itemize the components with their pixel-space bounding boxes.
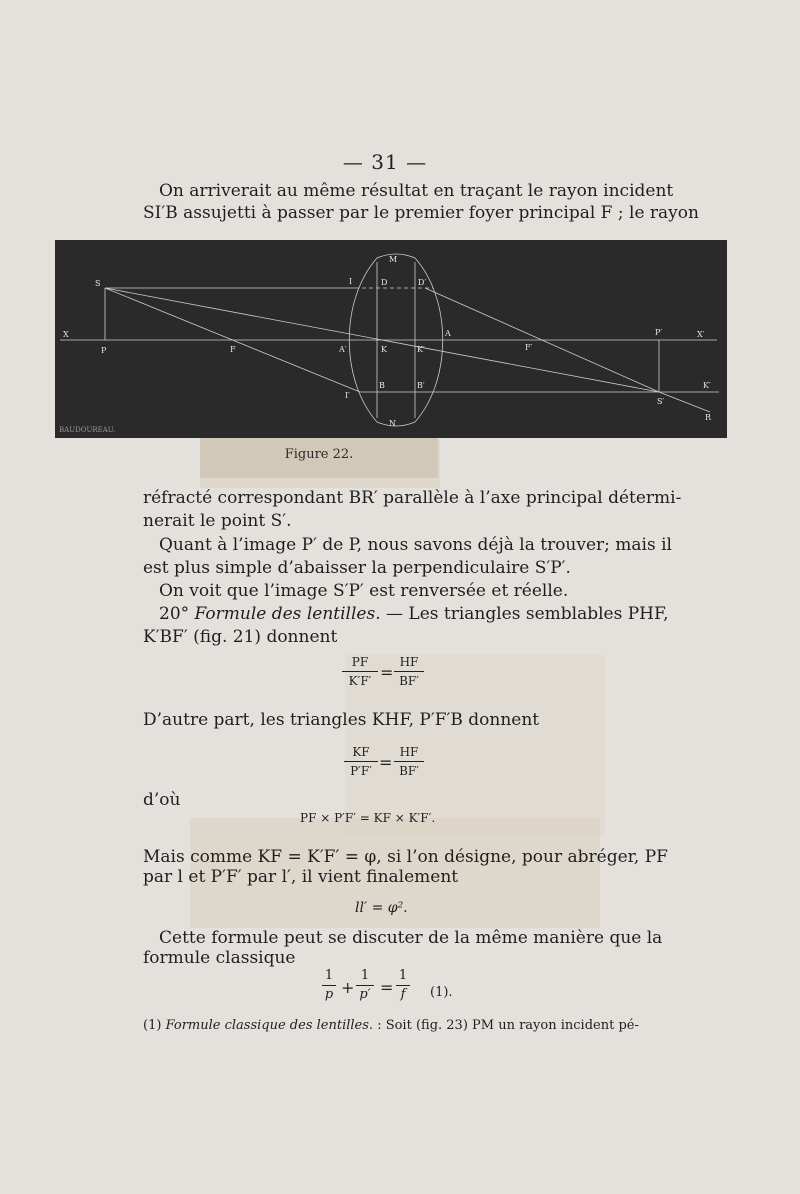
fraction: PF K′F′ (342, 654, 378, 689)
fig-label: P′ (655, 328, 663, 337)
figure-22 (55, 240, 727, 438)
text-line: nerait le point S′. (143, 511, 292, 531)
fig-label: S′ (657, 397, 665, 406)
text-line: par l et P′F′ par l′, il vient finalement (143, 867, 459, 887)
footnote-text: : Soit (fig. 23) PM un rayon incident pé- (377, 1018, 639, 1033)
fig-label: I′ (345, 391, 350, 400)
fig-label: F′ (525, 343, 533, 352)
fig-label: X′ (697, 330, 705, 339)
fraction: 1 f (396, 968, 410, 1003)
fig-label: D′ (418, 278, 427, 287)
footnote-mark: (1) (143, 1018, 162, 1033)
fig-label: N (389, 419, 396, 428)
text-line: formule classique (143, 948, 296, 968)
footnote-title: Formule classique des lentilles. (165, 1018, 374, 1033)
fig-label: F (230, 345, 236, 354)
fig-label: D (381, 278, 388, 287)
text-line: d’où (143, 790, 181, 810)
text-line: SI′B assujetti à passer par le premier foyer principal F ; le rayon (143, 203, 699, 223)
fraction: 1 p′ (356, 968, 374, 1003)
fig-label: X (63, 330, 69, 339)
section-line (159, 603, 669, 625)
equals-sign: = (380, 663, 394, 682)
fig-label: B′ (417, 381, 425, 390)
footnote (143, 1018, 639, 1033)
figure-caption: Figure 22. (200, 438, 438, 478)
equals-sign: + (341, 978, 355, 997)
equals-sign: = (380, 978, 394, 997)
text-line: Quant à l’image P′ de P, nous savons déjà la trouver; mais il (159, 535, 672, 555)
text-line: Mais comme KF = K′F′ = φ, si l’on désigne, pour abréger, PF (143, 847, 668, 867)
text-line: est plus simple d’abaisser la perpendiculaire S′P′. (143, 558, 571, 578)
fig-label: A (445, 329, 451, 338)
text-line: Cette formule peut se discuter de la même manière que la (159, 928, 663, 948)
section-text: — Les triangles semblables PHF, (386, 604, 669, 624)
text-line: D’autre part, les triangles KHF, P′F′B donnent (143, 710, 540, 730)
fig-label: B (379, 381, 385, 390)
fig-label: S (95, 279, 101, 288)
section-number: 20° (159, 604, 190, 624)
text-line: On voit que l’image S′P′ est renversée et réelle. (159, 581, 569, 601)
fig-label: K′ (703, 381, 711, 390)
fraction: KF P′F′ (344, 744, 378, 779)
text-line: K′BF′ (fig. 21) donnent (143, 627, 338, 647)
section-title: Formule des lentilles. (194, 604, 381, 624)
equation: PF × P′F′ = KF × K′F′. (300, 811, 436, 825)
footnote-ref: (1). (430, 985, 453, 1000)
fig-label: A′ (339, 345, 347, 354)
lens-diagram (55, 240, 727, 438)
fig-label: R (705, 413, 712, 422)
fraction: HF BF′ (394, 654, 424, 689)
equation: ll′ = φ². (355, 900, 408, 916)
fig-label: M (389, 255, 398, 264)
equals-sign: = (379, 753, 393, 772)
fig-label: I (349, 277, 353, 286)
fig-label: K (381, 345, 387, 354)
page-number: — 31 — (342, 150, 428, 174)
engraver-credit: BAUDOUREAU. (59, 426, 116, 434)
fig-label: P (101, 346, 107, 355)
text-line: réfracté correspondant BR′ parallèle à l’axe principal détermi- (143, 488, 682, 508)
text-line: On arriverait au même résultat en traçant le rayon incident (159, 181, 674, 201)
fraction: HF BF′ (394, 744, 424, 779)
fig-label: K′ (417, 345, 425, 354)
fraction: 1 p (322, 968, 336, 1003)
